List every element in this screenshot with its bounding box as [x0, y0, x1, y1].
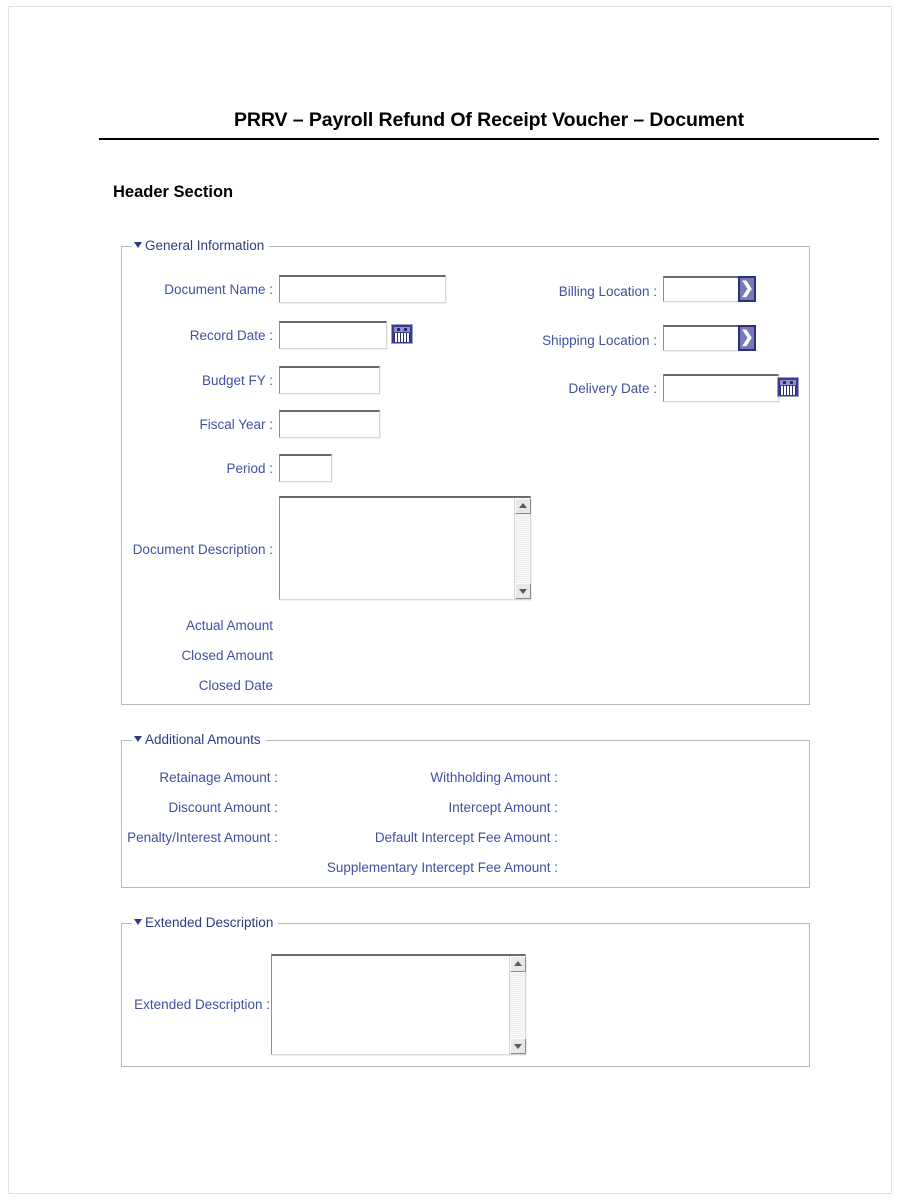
shipping-location-label: Shipping Location :	[542, 333, 657, 348]
additional-amounts-section	[121, 732, 810, 888]
document-name-input[interactable]	[279, 275, 446, 303]
triangle-up-icon	[514, 961, 522, 966]
document-page	[8, 6, 892, 1194]
billing-location-label: Billing Location :	[558, 284, 657, 299]
delivery-date-calendar-icon[interactable]	[777, 377, 799, 397]
triangle-down-icon	[519, 589, 527, 594]
fiscal-year-label: Fiscal Year :	[199, 417, 273, 432]
retainage-amount-label: Retainage Amount :	[159, 770, 278, 785]
calendar-header-bar	[780, 380, 796, 385]
delivery-date-label: Delivery Date :	[568, 381, 657, 396]
general-information-legend-label: General Information	[145, 238, 265, 253]
triangle-down-icon	[514, 1044, 522, 1049]
intercept-amount-label: Intercept Amount :	[448, 800, 558, 815]
triangle-down-icon[interactable]	[134, 736, 142, 742]
additional-amounts-legend-label: Additional Amounts	[145, 732, 261, 747]
period-input[interactable]	[279, 454, 332, 482]
general-information-section	[121, 238, 810, 705]
discount-amount-label: Discount Amount :	[168, 800, 278, 815]
document-name-label: Document Name :	[164, 282, 273, 297]
shipping-location-input[interactable]	[663, 325, 742, 351]
extended-description-section	[121, 915, 810, 1067]
budget-fy-input[interactable]	[279, 366, 380, 394]
title-divider	[99, 138, 879, 140]
default-intercept-fee-amount-label: Default Intercept Fee Amount :	[374, 830, 558, 845]
document-description-scrollbar[interactable]	[514, 498, 530, 599]
triangle-down-icon[interactable]	[134, 242, 142, 248]
actual-amount-label: Actual Amount	[185, 618, 273, 633]
budget-fy-label: Budget FY :	[201, 373, 273, 388]
shipping-location-chevron-right-icon[interactable]	[738, 325, 756, 351]
calendar-header-bar	[394, 327, 410, 332]
page-title: PRRV – Payroll Refund Of Receipt Voucher – Document	[234, 109, 744, 131]
additional-amounts-legend[interactable]	[132, 732, 266, 749]
record-date-label: Record Date :	[189, 328, 273, 343]
record-date-input[interactable]	[279, 321, 387, 349]
extended-description-scrollbar[interactable]	[509, 956, 525, 1054]
extended-description-textarea[interactable]	[271, 954, 526, 1055]
period-label: Period :	[226, 461, 273, 476]
chevron-glyph: ❯	[740, 329, 754, 346]
triangle-up-icon	[519, 503, 527, 508]
scroll-down-button[interactable]	[515, 583, 531, 599]
chevron-glyph: ❯	[740, 280, 754, 297]
fiscal-year-input[interactable]	[279, 410, 380, 438]
billing-location-input[interactable]	[663, 276, 742, 302]
closed-date-label: Closed Date	[198, 678, 273, 693]
document-description-textarea[interactable]	[279, 496, 531, 600]
withholding-amount-label: Withholding Amount :	[430, 770, 558, 785]
general-information-legend[interactable]	[132, 238, 269, 255]
extended-description-legend[interactable]	[132, 915, 278, 932]
scroll-up-button[interactable]	[515, 498, 531, 514]
header-section-heading: Header Section	[113, 183, 234, 201]
billing-location-chevron-right-icon[interactable]	[738, 276, 756, 302]
calendar-grid	[780, 386, 796, 395]
scroll-down-button[interactable]	[510, 1038, 526, 1054]
supplementary-intercept-fee-amount-label: Supplementary Intercept Fee Amount :	[326, 860, 558, 875]
scroll-up-button[interactable]	[510, 956, 526, 972]
extended-description-legend-label: Extended Description	[145, 915, 274, 930]
calendar-grid	[394, 333, 410, 342]
record-date-calendar-icon[interactable]	[391, 324, 413, 344]
penalty-interest-amount-label: Penalty/Interest Amount :	[127, 830, 278, 845]
closed-amount-label: Closed Amount	[181, 648, 273, 663]
delivery-date-input[interactable]	[663, 374, 779, 402]
triangle-down-icon[interactable]	[134, 919, 142, 925]
extended-description-label: Extended Description :	[134, 997, 270, 1012]
document-description-label: Document Description :	[132, 542, 273, 557]
